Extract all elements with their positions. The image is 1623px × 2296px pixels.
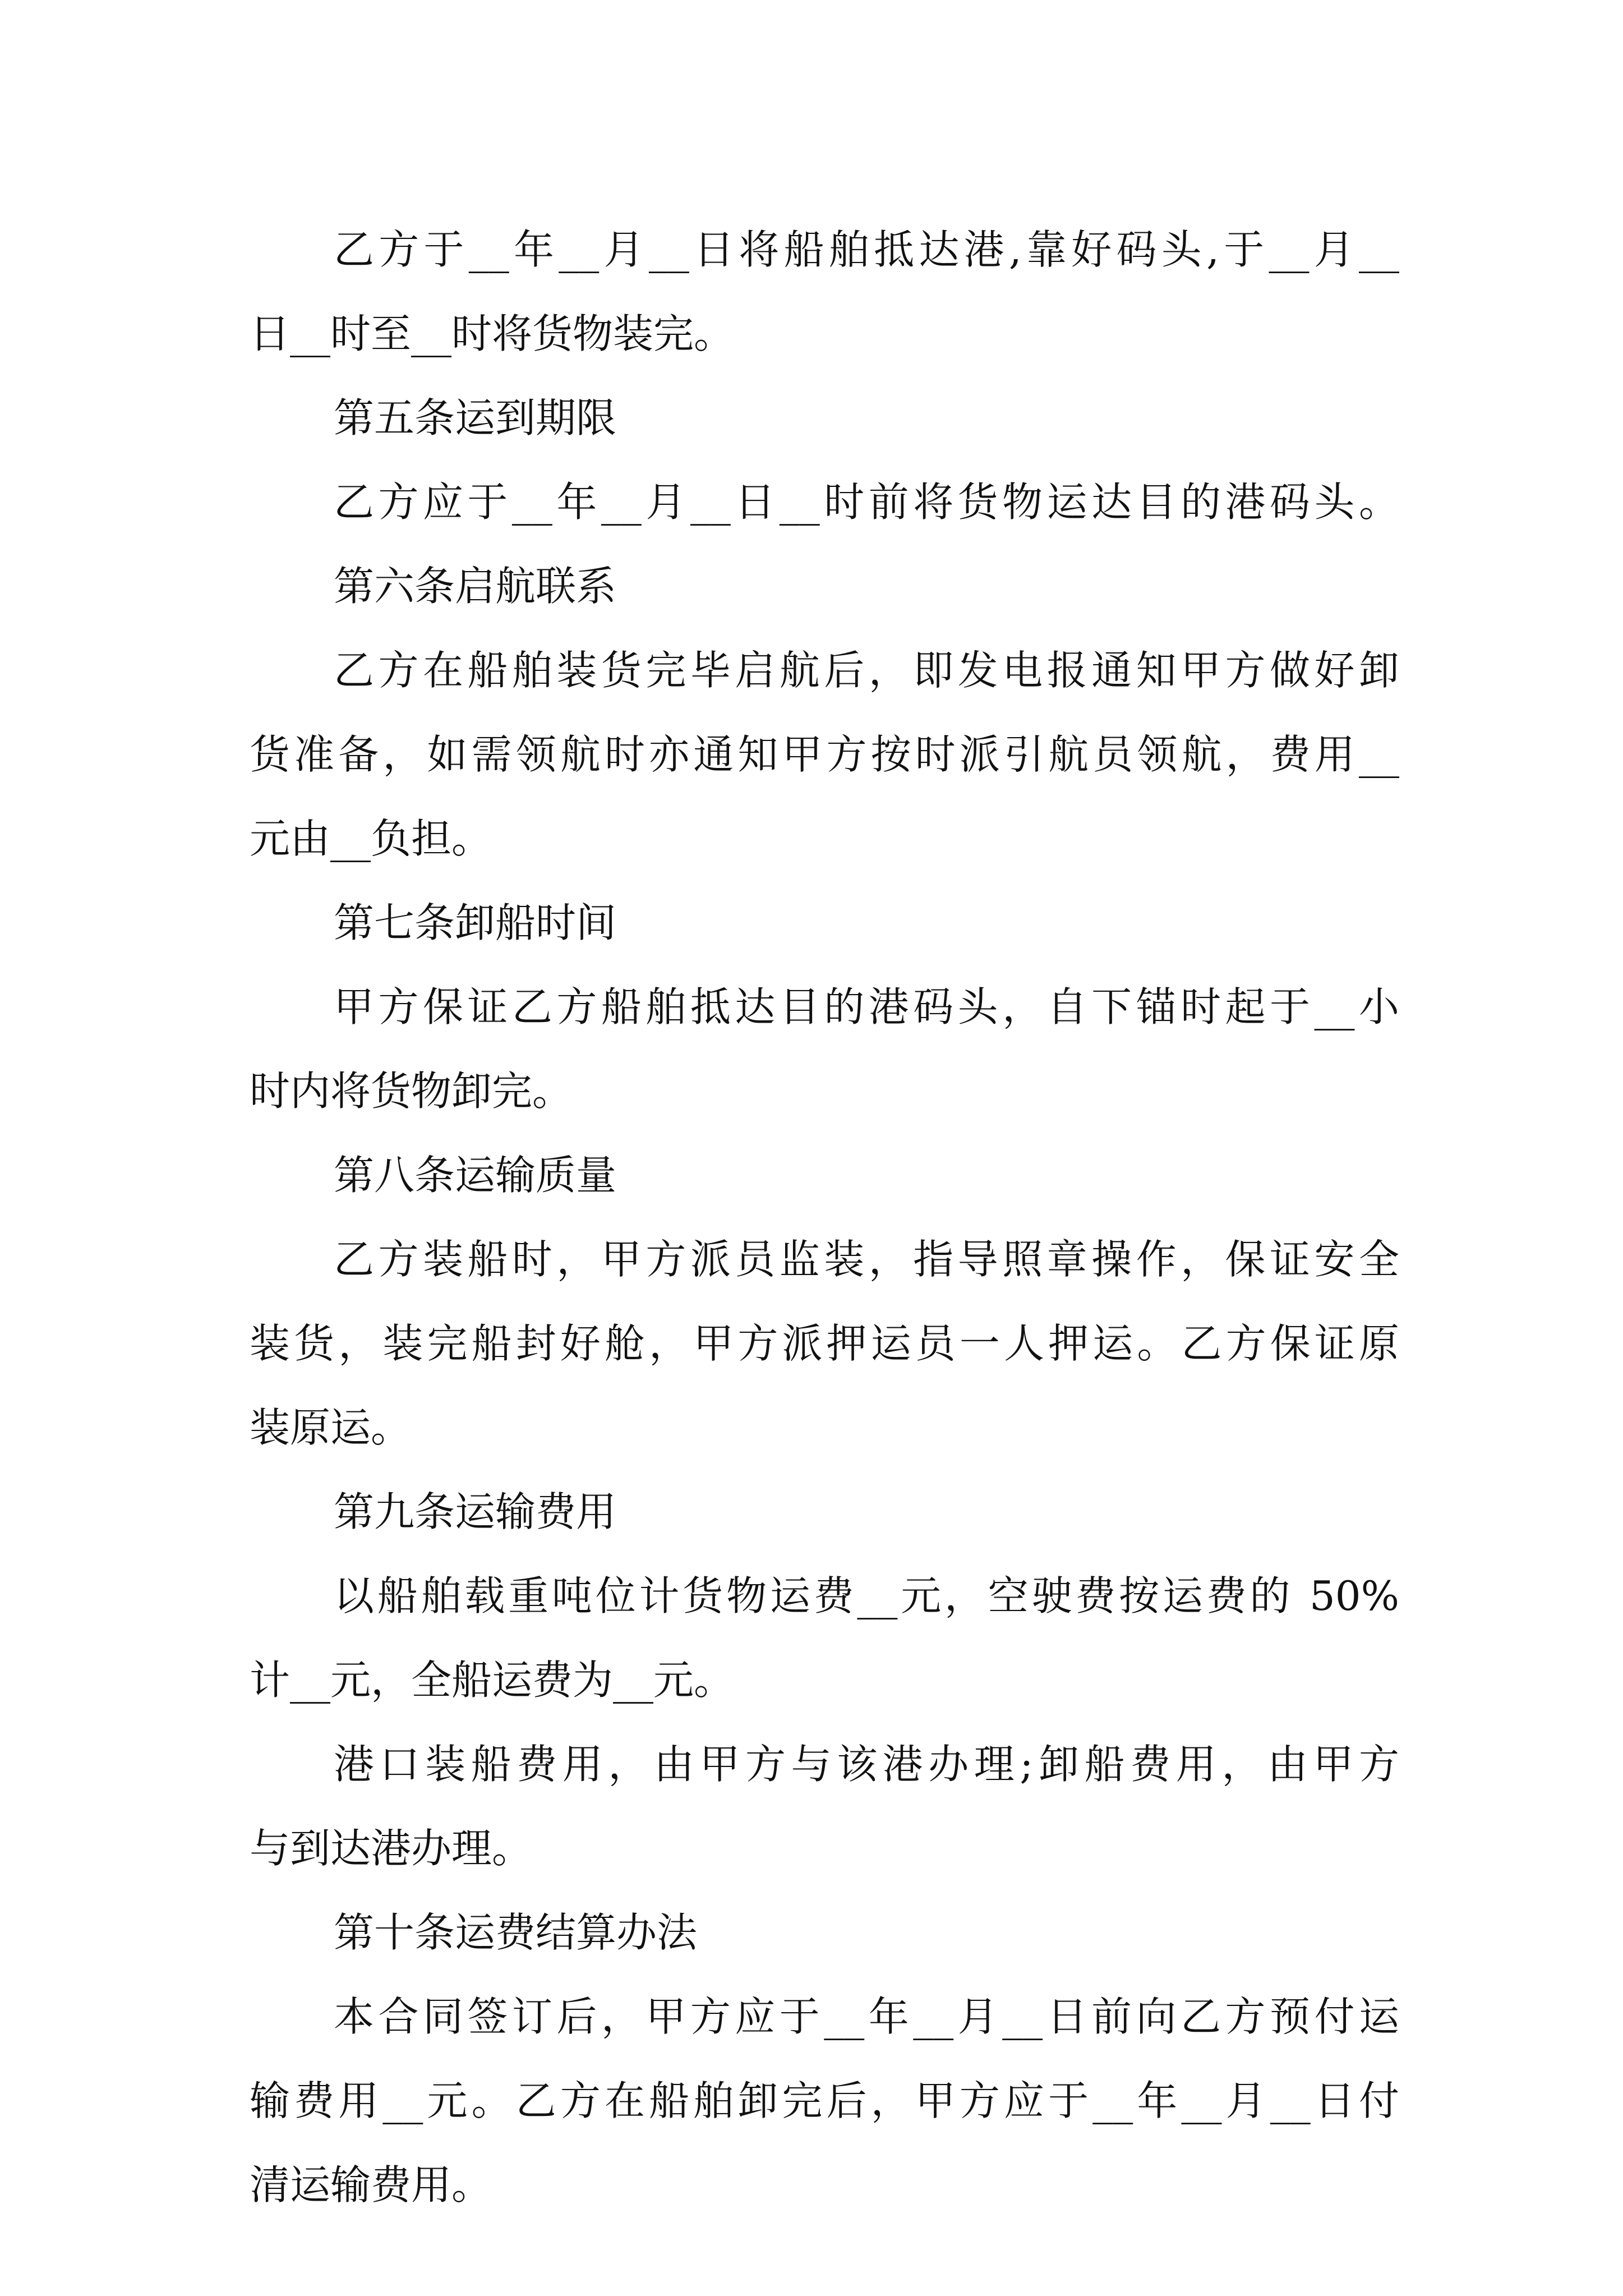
section-heading: 第九条运输费用 (334, 1488, 617, 1535)
section-heading: 第五条运到期限 (334, 394, 617, 441)
paragraph-line: 以船舶载重吨位计货物运费__元，空驶费按运费的 50% (334, 1572, 1399, 1619)
paragraph-line: 输费用__元。乙方在船舶卸完后，甲方应于__年__月__日付 (250, 2077, 1399, 2124)
paragraph-line: 甲方保证乙方船舶抵达目的港码头，自下锚时起于__小 (334, 983, 1399, 1030)
paragraph-line: 日__时至__时将货物装完。 (250, 310, 735, 357)
paragraph-line: 计__元，全船运费为__元。 (250, 1657, 735, 1704)
document-body (250, 208, 1399, 2227)
paragraph-line: 乙方装船时，甲方派员监装，指导照章操作，保证安全 (334, 1236, 1399, 1283)
section-heading: 第七条卸船时间 (334, 899, 617, 946)
paragraph-line: 装原运。 (250, 1404, 412, 1451)
paragraph-line: 清运输费用。 (250, 2161, 492, 2208)
section-heading: 第十条运费结算办法 (334, 1909, 698, 1956)
paragraph-line: 港口装船费用，由甲方与该港办理;卸船费用，由甲方 (334, 1741, 1399, 1788)
paragraph-line: 装货，装完船封好舱，甲方派押运员一人押运。乙方保证原 (250, 1320, 1399, 1367)
section-heading: 第八条运输质量 (334, 1152, 617, 1199)
paragraph-line: 货准备，如需领航时亦通知甲方按时派引航员领航，费用__ (250, 731, 1399, 778)
paragraph-line: 乙方应于__年__月__日__时前将货物运达目的港码头。 (334, 478, 1399, 526)
paragraph-line: 时内将货物卸完。 (250, 1068, 573, 1115)
paragraph-line: 与到达港办理。 (250, 1825, 533, 1872)
section-heading: 第六条启航联系 (334, 563, 617, 610)
paragraph-line: 乙方于__年__月__日将船舶抵达港,靠好码头,于__月__ (334, 226, 1399, 273)
paragraph-line: 元由__负担。 (250, 815, 492, 862)
paragraph-line: 本合同签订后，甲方应于__年__月__日前向乙方预付运 (334, 1993, 1399, 2040)
paragraph-line: 乙方在船舶装货完毕启航后，即发电报通知甲方做好卸 (334, 647, 1399, 694)
